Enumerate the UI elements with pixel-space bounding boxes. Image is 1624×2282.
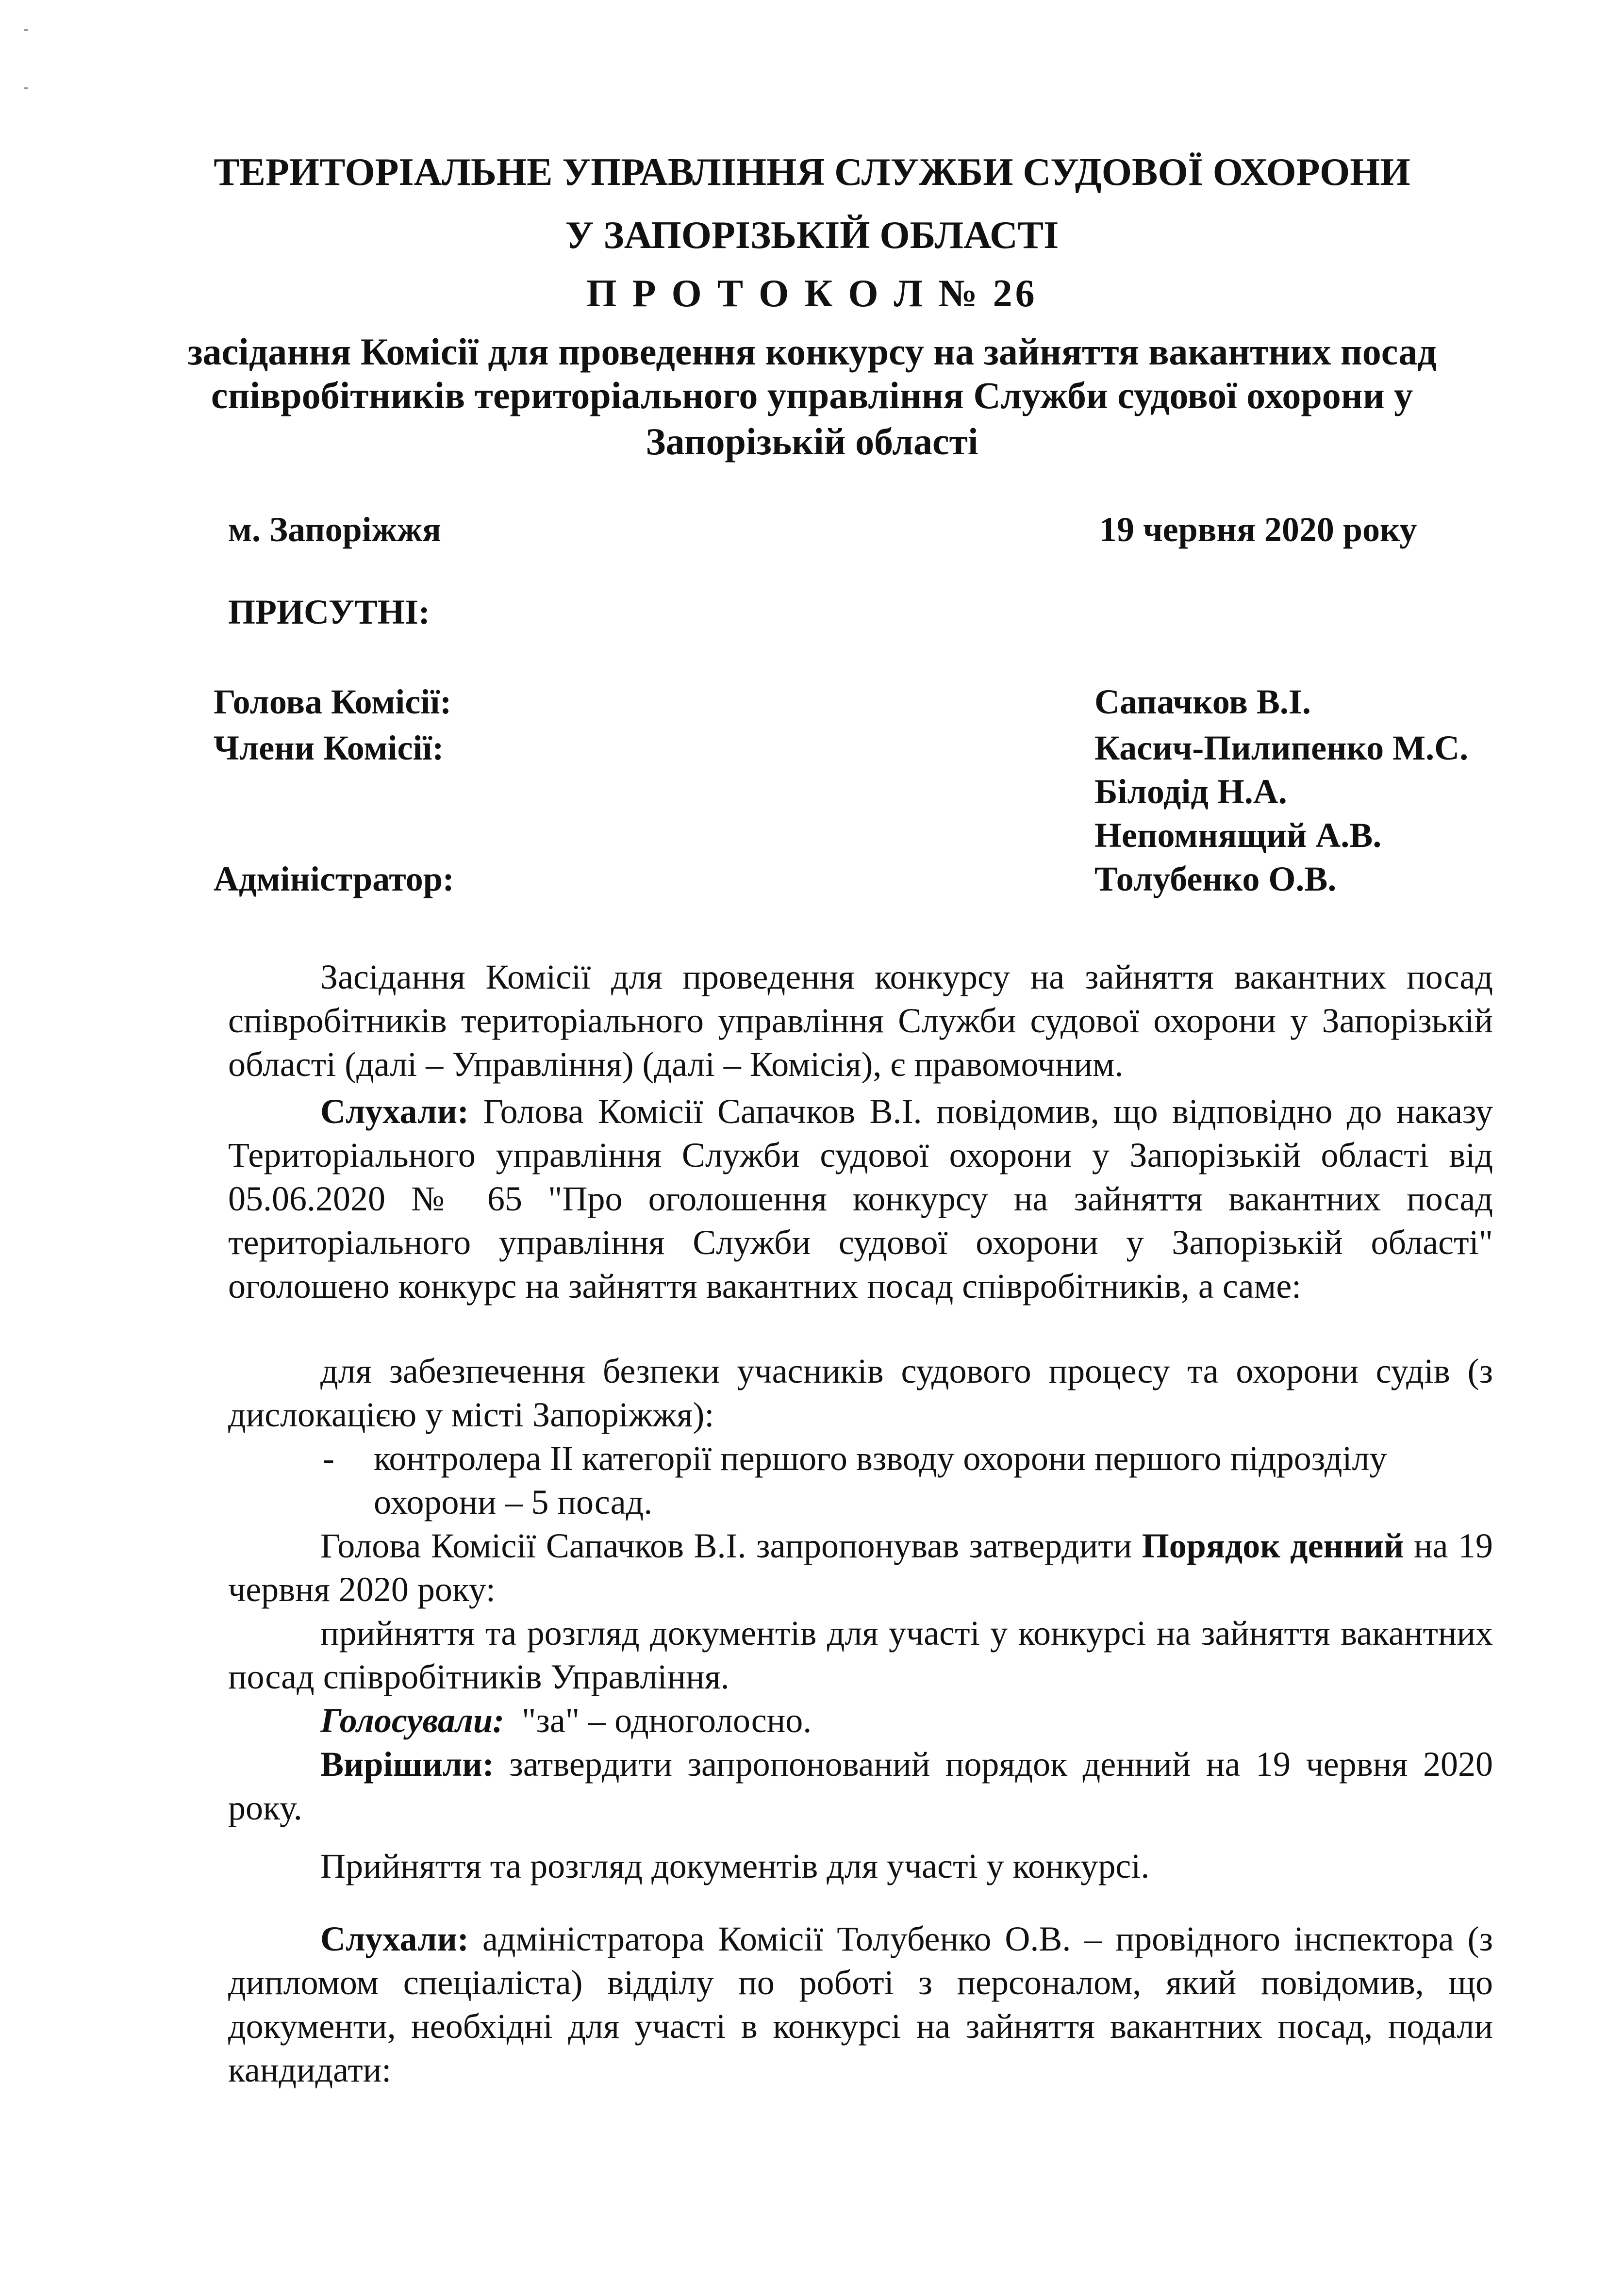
chair-name: Сапачков В.І. <box>1094 682 1311 721</box>
members-label: Члени Комісії: <box>214 728 444 767</box>
protocol-title: П Р О Т О К О Л № 26 <box>586 272 1038 315</box>
member-name: Білодід Н.А. <box>1094 772 1287 811</box>
heard-label: Слухали: <box>320 1092 469 1131</box>
meeting-city: м. Запоріжжя <box>228 510 441 549</box>
decided-label: Вирішили: <box>320 1745 494 1784</box>
attendees-heading: ПРИСУТНІ: <box>228 593 430 631</box>
bullet-line: охорони – 5 посад. <box>374 1483 653 1521</box>
vote-label: Голосували: <box>320 1701 504 1740</box>
paragraph-section-title: Прийняття та розгляд документів для участі у конкурсі. <box>320 1847 1150 1885</box>
member-name: Непомнящий А.В. <box>1094 816 1382 855</box>
bullet-dash: - <box>323 1439 334 1478</box>
paragraph-heard-chair <box>228 1090 1493 1308</box>
paragraph-decided <box>228 1742 1493 1830</box>
header-organization: ТЕРИТОРІАЛЬНЕ УПРАВЛІННЯ СЛУЖБИ СУДОВОЇ ОХОРОНИ <box>214 151 1410 194</box>
admin-name: Толубенко О.В. <box>1094 860 1337 898</box>
paragraph-heard-admin <box>228 1917 1493 2092</box>
heard-label: Слухали: <box>320 1919 469 1958</box>
paragraph-vote <box>228 1699 1493 1742</box>
agenda-bold: Порядок денний <box>1142 1526 1404 1565</box>
protocol-subtitle-line1: засідання Комісії для проведення конкурсу на зайняття вакантних посад <box>187 331 1437 373</box>
heard-text: Голова Комісії Сапачков В.І. повідомив, що відповідно до наказу Територіального управління Служби судової охорони у Запорізькій області від 05.06.2020 № 65 "Про оголошення конкурсу на зайняття вакантних посад територіального управління Служби судової охорони у Запорізькій області" оголошено конкурс на зайняття вакантних посад співробітників, а саме: <box>228 1092 1493 1306</box>
paragraph-quorum: Засідання Комісії для проведення конкурсу на зайняття вакантних посад співробітників територіального управління Служби судової охорони у Запорізькій області (далі – Управління) (далі – Комісія), є правомочним. <box>228 958 1493 1084</box>
scan-artifact <box>24 29 28 31</box>
meeting-date: 19 червня 2020 року <box>1099 510 1417 549</box>
paragraph-positions: для забезпечення безпеки учасників судового процесу та охорони судів (з дислокацією у місті Запоріжжя): <box>228 1352 1493 1434</box>
vote-text: "за" – одноголосно. <box>504 1701 812 1740</box>
admin-label: Адміністратор: <box>214 860 454 898</box>
agenda-tail: на 19 червня 2020 року: <box>228 1526 1493 1609</box>
scan-artifact <box>24 87 28 89</box>
decided-text: затвердити запропонований порядок денний на 19 червня 2020 року. <box>228 1745 1493 1827</box>
header-region: У ЗАПОРІЗЬКІЙ ОБЛАСТІ <box>565 214 1059 257</box>
bullet-line: контролера ІІ категорії першого взводу охорони першого підрозділу <box>374 1439 1387 1478</box>
paragraph-agenda-item: прийняття та розгляд документів для участі у конкурсі на зайняття вакантних посад співробітників Управління. <box>228 1614 1493 1696</box>
paragraph-agenda-proposal <box>228 1524 1493 1611</box>
agenda-text: Голова Комісії Сапачков В.І. запропонував затвердити <box>320 1526 1142 1565</box>
protocol-subtitle-line2: співробітників територіального управління Служби судової охорони у <box>211 374 1413 416</box>
member-name: Касич-Пилипенко М.С. <box>1094 728 1469 767</box>
heard-text: адміністратора Комісії Толубенко О.В. – провідного інспектора (з дипломом спеціаліста) відділу по роботі з персоналом, який повідомив, що документи, необхідні для участі в конкурсі на зайняття вакантних посад, подали кандидати: <box>228 1919 1493 2089</box>
chair-label: Голова Комісії: <box>214 682 452 721</box>
protocol-subtitle-line3: Запорізькій області <box>646 420 978 463</box>
